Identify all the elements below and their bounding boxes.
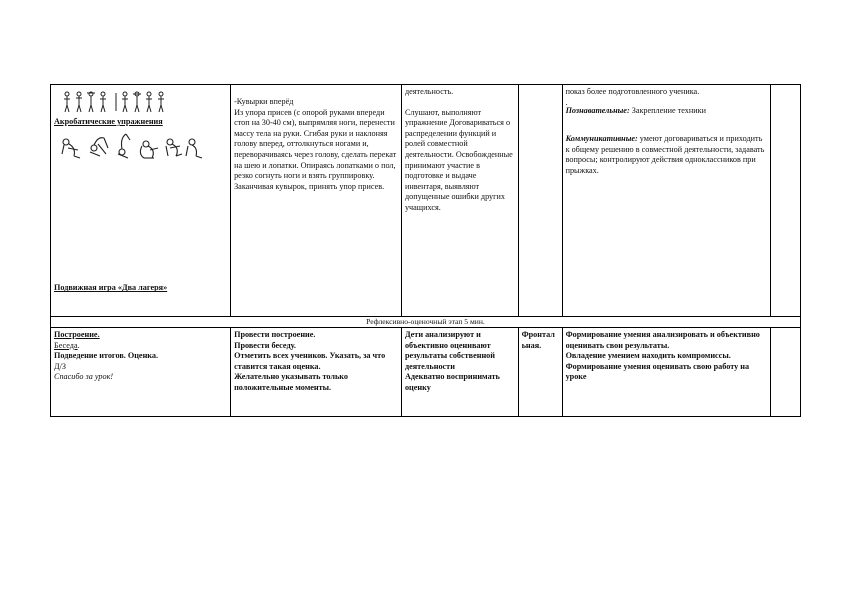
- uud-dot: .: [565, 97, 568, 107]
- stage-row: [51, 317, 801, 328]
- uud-cell: [562, 85, 771, 317]
- final-content-4: Желательно указывать только положительные моменты.: [234, 372, 348, 392]
- final-student-1: Дети анализируют и объективно оценивают результаты собственной деятельности: [404, 330, 495, 371]
- lesson-plan-table: [50, 84, 801, 417]
- cognitive-line: [566, 106, 768, 117]
- final-extra-cell: [771, 328, 801, 417]
- cognitive-text: Закрепление техники: [629, 105, 707, 115]
- final-line-talk: [54, 341, 227, 352]
- forward-roll-figures-icon: [58, 130, 208, 162]
- final-line-thanks: Спасибо за урок!: [54, 372, 114, 382]
- final-uud-cell: [562, 328, 771, 417]
- final-row: [51, 328, 801, 417]
- form-cell: [518, 85, 562, 317]
- acrobatics-heading: Акробатические упражнения: [54, 117, 163, 126]
- final-uud-2: Овладение умением находить компромиссы.: [565, 351, 731, 361]
- activity-name-cell: [51, 85, 231, 317]
- final-content-2: Провести беседу.: [234, 340, 296, 350]
- roll-title: -Кувырки вперёд: [234, 97, 294, 106]
- final-line-homework: Д/З: [54, 361, 66, 371]
- uud-top-text: показ более подготовленного ученика.: [565, 87, 700, 96]
- stage-title: Рефлексивно-оценочный этап 5 мин.: [51, 317, 801, 328]
- final-uud-1: Формирование умения анализировать и объективно оценивать свои результаты.: [565, 330, 760, 350]
- final-content-cell: [231, 328, 402, 417]
- game-heading: Подвижная игра «Два лагеря»: [54, 283, 168, 293]
- final-uud-3: Формирование умения оценивать свою работу на уроке: [565, 361, 750, 382]
- final-content-1: Провести построение.: [234, 330, 316, 339]
- final-line-summary: Подведение итогов. Оценка.: [54, 351, 159, 361]
- main-activity-row: [51, 85, 801, 317]
- content-cell: [231, 85, 402, 317]
- final-activity-cell: [51, 328, 231, 417]
- final-talk-word: Беседа: [54, 340, 78, 350]
- communicative-line: [566, 134, 768, 176]
- extra-cell: [771, 85, 801, 317]
- final-talk-tail: .: [77, 340, 80, 350]
- communicative-text: умеют договариваться и приходить к общему решению в совместной деятельности, задавать вопросы; контролируют действия одноклассников при прыжках.: [565, 134, 765, 175]
- activity-text: Слушают, выполняют упражнение Договариваться о распределении функций и ролей совместной деятельности. Освобожденные принимают участие в подготовке и выдаче инвентаря, выявляют допущенные ошибки других учащихся.: [404, 107, 513, 212]
- standing-figures-icon: [58, 89, 178, 113]
- final-content-3: Отметить всех учеников. Указать, за что ставится такая оценка.: [234, 351, 386, 371]
- activity-top-text: деятельность.: [404, 87, 454, 96]
- student-activity-cell: [401, 85, 518, 317]
- roll-description: Из упора присев (с опорой руками впереди стоп на 30-40 см), выпрямляя ноги, перенести массу тела на руки. Сгибая руки и наклоняя голову вперед, оттолкнуться ногами и, переворачиваясь через голову, сделать перекат на шею и лопатки. Опираясь лопатками о пол, резко согнуть ноги и взять группировку. Заканчивая кувырок, принять упор присев.: [234, 107, 397, 191]
- communicative-label: Коммуникативные:: [565, 134, 638, 144]
- final-student-cell: [401, 328, 518, 417]
- final-form-cell: Фронтальная.: [518, 328, 562, 417]
- final-student-2: Адекватно воспринимать оценку: [404, 372, 500, 392]
- final-line-build: Построение.: [54, 330, 100, 339]
- cognitive-label: Познавательные:: [565, 105, 630, 115]
